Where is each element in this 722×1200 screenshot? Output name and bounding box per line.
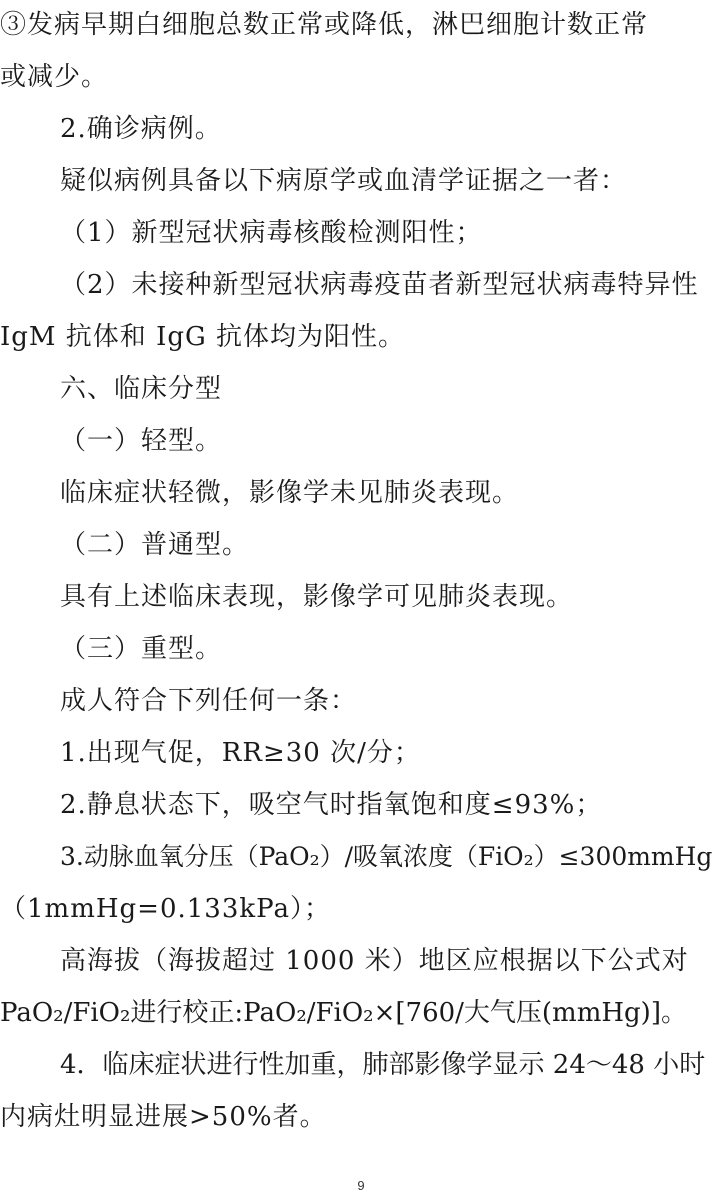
text-line: 具有上述临床表现，影像学可见肺炎表现。 [60,582,574,612]
text-line: 疑似病例具备以下病原学或血清学证据之一者： [60,166,628,196]
section-heading: 六、临床分型 [60,374,223,404]
text-line: IgM 抗体和 IgG 抗体均为阳性。 [0,322,406,352]
text-line: 内病灶明显进展>50%者。 [0,1102,327,1132]
text-line: 临床症状轻微，影像学未见肺炎表现。 [60,478,520,508]
text-line: ③发病早期白细胞总数正常或降低，淋巴细胞计数正常 [0,10,649,40]
text-line: 1.出现气促，RR≥30 次/分； [60,738,421,768]
subsection-heading: （二）普通型。 [60,530,250,560]
text-line: PaO₂/FiO₂进行校正:PaO₂/FiO₂×[760/大气压(mmHg)]。 [0,998,687,1028]
text-line: （1）新型冠状病毒核酸检测阳性； [60,218,483,248]
subsection-heading: （三）重型。 [60,634,223,664]
text-line: 成人符合下列任何一条： [60,686,358,716]
text-line: （1mmHg=0.133kPa）； [0,894,331,924]
text-line: 高海拔（海拔超过 1000 米）地区应根据以下公式对 [60,946,689,976]
page-number: 9 [357,1178,365,1193]
text-line: 或减少。 [0,62,109,92]
text-line: 4．临床症状进行性加重，肺部影像学显示 24～48 小时 [60,1050,706,1080]
text-line: 2.确诊病例。 [60,114,222,144]
text-line: （2）未接种新型冠状病毒疫苗者新型冠状病毒特异性 [60,270,699,300]
text-line: 2.静息状态下，吸空气时指氧饱和度≤93%； [60,790,603,820]
text-line: 3.动脉血氧分压（PaO₂）/吸氧浓度（FiO₂）≤300mmHg [60,842,713,871]
subsection-heading: （一）轻型。 [60,426,223,456]
